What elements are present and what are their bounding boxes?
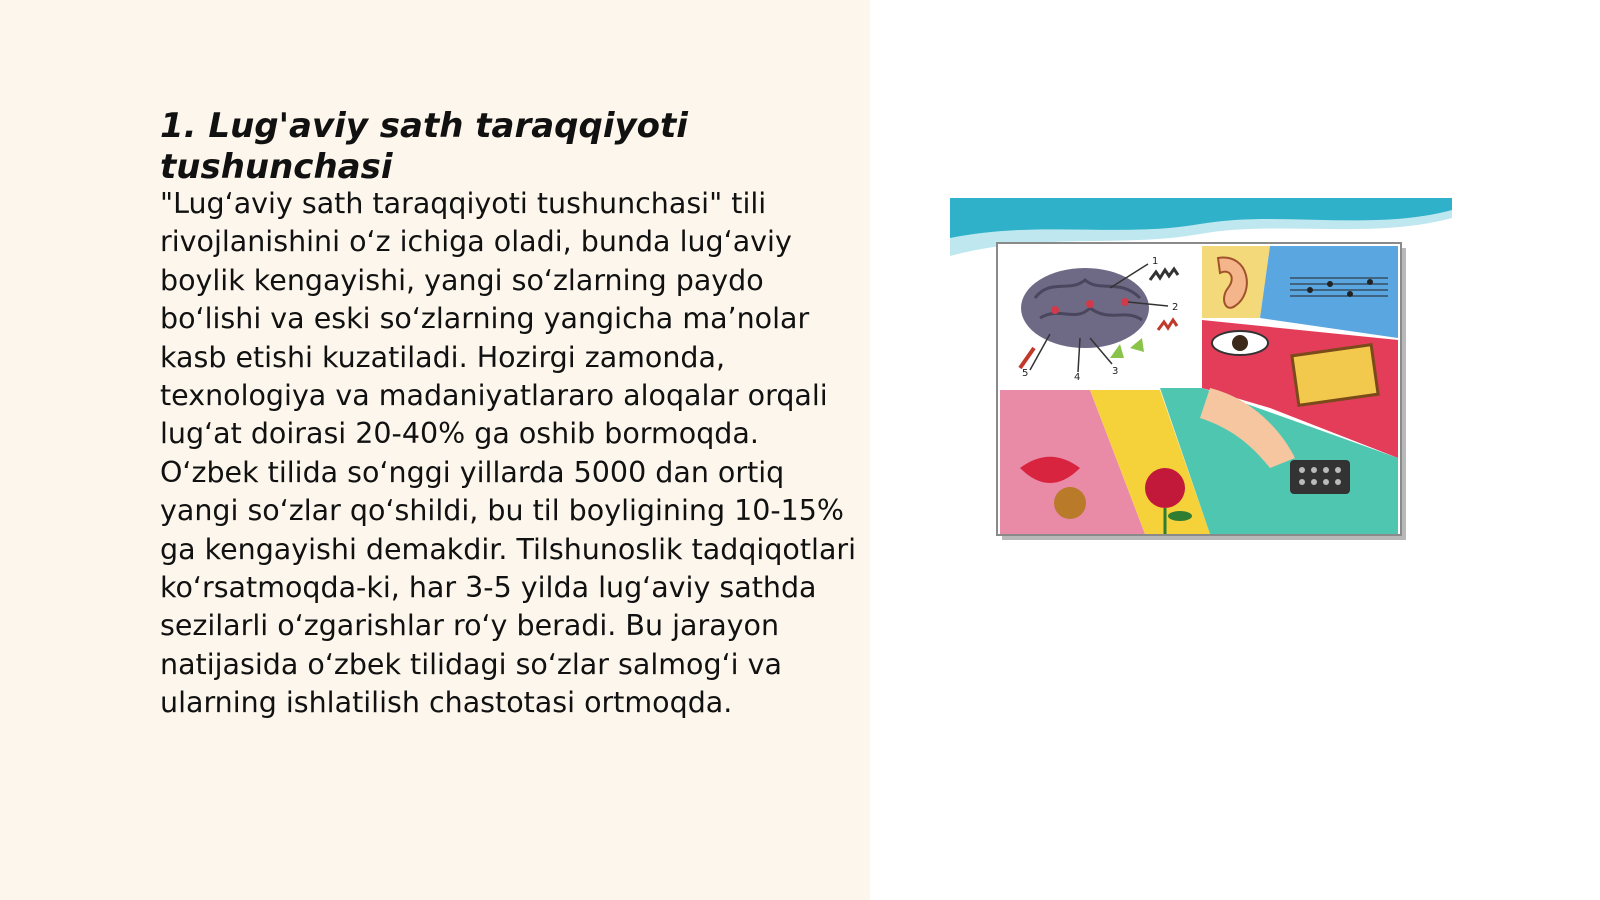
slide-body-text: "Lugʻaviy sath taraqqiyoti tushunchasi" tili rivojlanishini oʻz ichiga oladi, bunda lugʻaviy boylik kengayishi, yangi soʻzlarning paydo boʻlishi va eski soʻzlarning yangicha maʼnolar kasb etishi kuzatiladi. Hozirgi zamonda, texnologiya va madaniyatlararo aloqalar orqali lugʻat doirasi 20-40% ga oshib bormoqda. Oʻzbek tilida soʻnggi yillarda 5000 dan ortiq yangi soʻzlar qoʻshildi, bu til boyligining 10-15% ga kengayishi demakdir. Tilshunoslik tadqiqotlari koʻrsatmoqda-ki, har 3-5 yilda lugʻaviy sathda sezilarli oʻzgarishlar roʻy beradi. Bu jarayon natijasida oʻzbek tilidagi soʻzlar salmogʻi va ularning ishlatilish chastotasi ortmoqda. <box>160 187 857 720</box>
brain-label-3: 3 <box>1112 366 1119 377</box>
brain-label-1: 1 <box>1152 256 1159 267</box>
brain-label-2: 2 <box>1172 302 1179 313</box>
brain-label-5: 5 <box>1022 368 1029 379</box>
senses-collage-illustration <box>950 198 1452 548</box>
slide-title: 1. Lug'aviy sath taraqqiyoti tushunchasi <box>160 106 688 187</box>
brain-label-4: 4 <box>1074 372 1081 383</box>
